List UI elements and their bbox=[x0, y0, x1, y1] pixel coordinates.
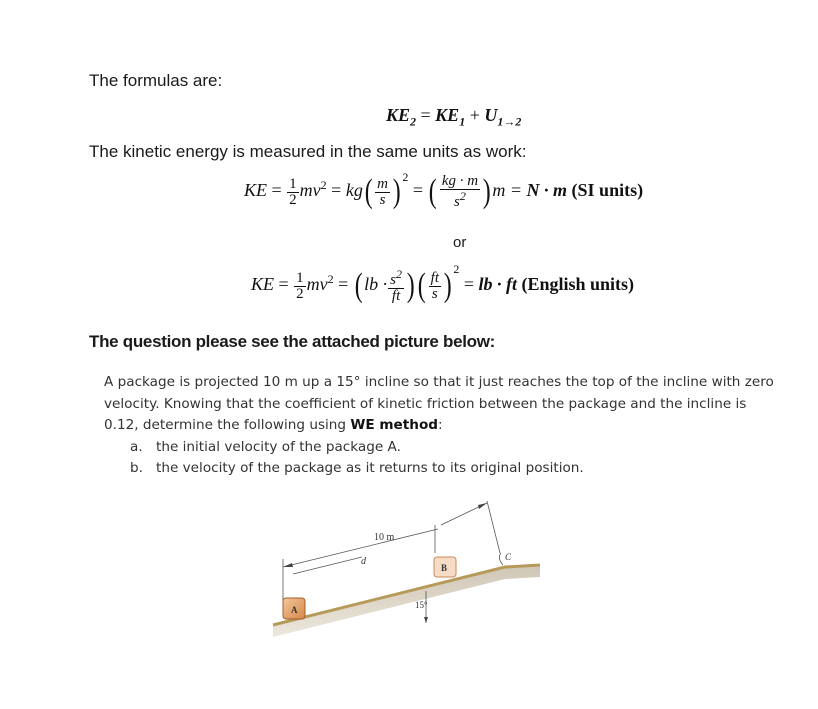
arrow-icon bbox=[478, 503, 487, 509]
dim-extension bbox=[487, 501, 500, 553]
problem-line: A package is projected 10 m up a 15° incline so that it just reaches the top of the incline with zero bbox=[104, 374, 774, 390]
label-b: B bbox=[441, 563, 448, 573]
problem-line: velocity. Knowing that the coefficient of kinetic friction between the package and the incline is bbox=[104, 395, 747, 412]
problem-line: 0.12, determine the following using WE method: bbox=[104, 417, 443, 433]
ke-english-equation: KE = $\frac{1}{2}$ $mv^2 = (lb$ · $\frac{s^2}{ft}$ )( $\frac{ft}{s}$ ) $^2$ = lb · ft (English units) bbox=[251, 262, 635, 304]
list-item: b. the velocity of the package as it returns to its original position. bbox=[130, 460, 584, 476]
c-mark bbox=[499, 553, 503, 565]
label-c: C bbox=[505, 552, 512, 562]
d-label: d bbox=[361, 556, 366, 567]
or-text: or bbox=[453, 234, 467, 251]
question-heading: The question please see the attached picture below: bbox=[89, 332, 496, 351]
formulas-label: The formulas are: bbox=[89, 71, 223, 90]
units-label: The kinetic energy is measured in the same units as work: bbox=[89, 142, 527, 161]
angle-label: 15° bbox=[415, 600, 428, 610]
problem-statement bbox=[104, 372, 774, 480]
list-item: a. the initial velocity of the package A. bbox=[130, 438, 401, 455]
arrow-icon bbox=[424, 617, 428, 623]
arrow-icon bbox=[283, 563, 293, 567]
ke-si-equation: KE = $\frac{1}{2}$ $mv^2 = kg$( $\frac{m}{s}$ ) $^2$ = ( $\frac{kg \cdot m}{s^2}$ )m = N · m (SI units) bbox=[244, 170, 644, 210]
dim-line-d bbox=[293, 557, 362, 574]
work-energy-equation: $KE_2 = KE_1 + U_{1\to 2}$ bbox=[386, 105, 522, 129]
ground bbox=[273, 565, 540, 637]
distance-label: 10 m bbox=[374, 532, 395, 543]
incline-figure bbox=[265, 495, 545, 645]
label-a: A bbox=[291, 605, 298, 615]
